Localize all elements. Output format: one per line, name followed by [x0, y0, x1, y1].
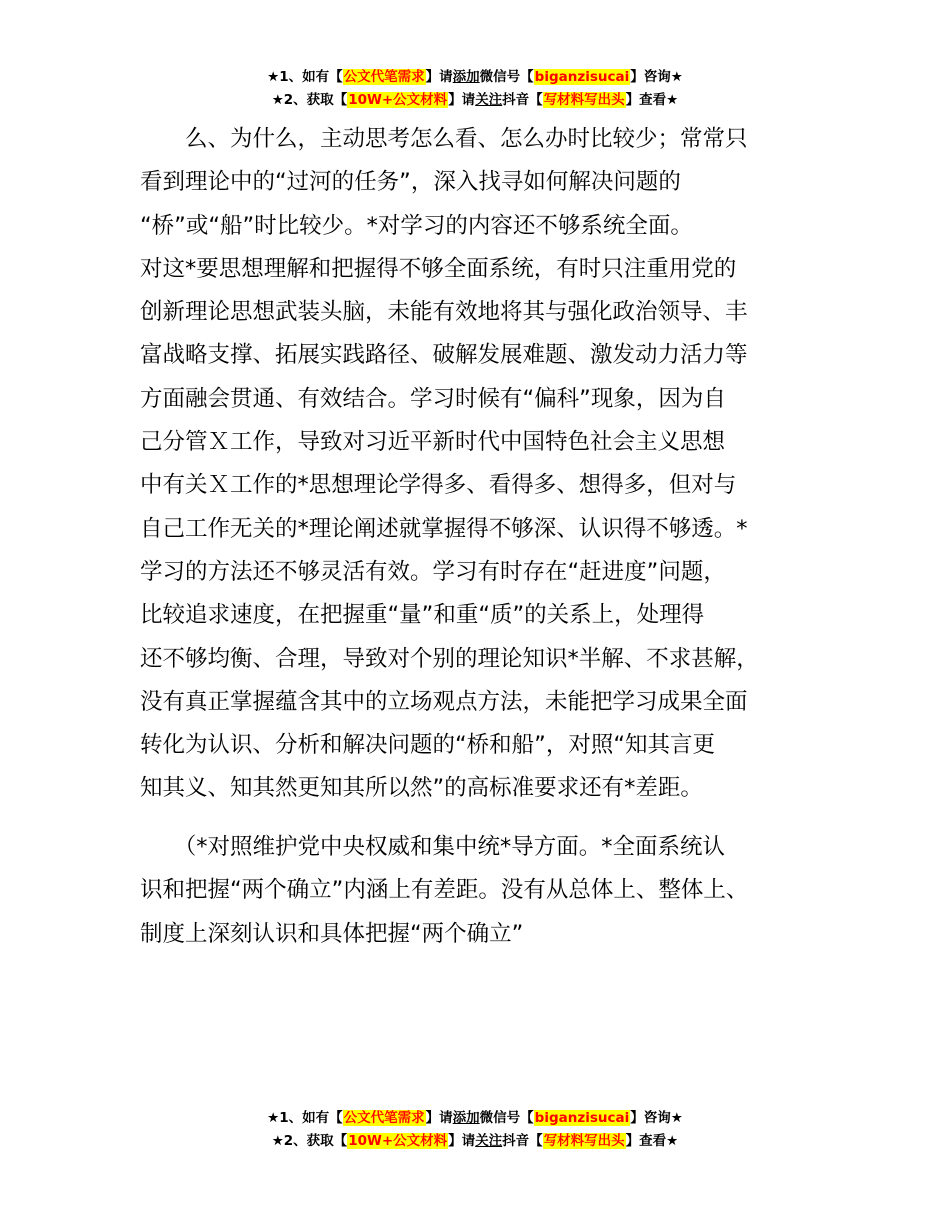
- banner-line-2: ★2、获取【10W+公文材料】请关注抖音【写材料写出头】查看★: [271, 1133, 679, 1149]
- document-paragraph-1: [140, 118, 830, 811]
- text-line: 还不够均衡、合理，导致对个别的理论知识*半解、不求甚解，: [140, 645, 759, 672]
- text-line: 看到理论中的“过河的任务”，深入找寻如何解决问题的: [140, 169, 681, 196]
- text-line: 知其义、知其然更知其所以然”的高标准要求还有*差距。: [140, 775, 703, 802]
- text-line: 比较追求速度，在把握重“量”和重“质”的关系上，处理得: [140, 602, 705, 629]
- highlight-douyin-account: 写材料写出头: [543, 92, 625, 108]
- text-line: 没有真正掌握蕴含其中的立场观点方法，未能把学习成果全面: [140, 688, 748, 715]
- text-line: 制度上深刻认识和具体把握“两个确立”: [140, 920, 524, 947]
- text-line: “桥”或“船”时比较少。*对学习的内容还不够系统全面。: [140, 212, 693, 239]
- text-line: 创新理论思想武装头脑，未能有效地将其与强化政治领导、丰: [140, 299, 748, 326]
- highlight-wechat-id: biganzisucai: [534, 1110, 630, 1126]
- text-line: （*对照维护党中央权威和集中统*导方面。*全面系统认: [140, 834, 726, 860]
- text-line: 对这*要思想理解和把握得不够全面系统，有时只注重用党的: [140, 255, 737, 282]
- banner-line-2: ★2、获取【10W+公文材料】请关注抖音【写材料写出头】查看★: [271, 92, 679, 108]
- highlight-materials: 10W+公文材料: [348, 1133, 448, 1149]
- highlight-materials: 10W+公文材料: [348, 92, 448, 108]
- banner-line-1: ★1、如有【公文代笔需求】请添加微信号【biganzisucai】咨询★: [267, 69, 683, 85]
- highlight-douyin-account: 写材料写出头: [543, 1133, 625, 1149]
- text-line: 中有关Ｘ工作的*思想理论学得多、看得多、想得多，但对与: [140, 472, 737, 499]
- text-line: 富战略支撑、拓展实践路径、破解发展难题、激发动力活力等: [140, 342, 748, 369]
- document-paragraph-2: [140, 826, 830, 956]
- text-line: 转化为认识、分析和解决问题的“桥和船”，对照“知其言更: [140, 732, 715, 759]
- highlight-wechat-id: biganzisucai: [534, 69, 630, 85]
- highlight-service: 公文代笔需求: [343, 69, 425, 85]
- text-line: 自己工作无关的*理论阐述就掌握得不够深、认识得不够透。*: [140, 515, 748, 542]
- text-line: 识和把握“两个确立”内涵上有差距。没有从总体上、整体上、: [140, 877, 749, 904]
- text-line: 方面融会贯通、有效结合。学习时候有“偏科”现象，因为自: [140, 385, 726, 412]
- text-line: 学习的方法还不够灵活有效。学习有时存在“赶进度”问题，: [140, 558, 726, 585]
- footer-banner: [0, 1107, 950, 1153]
- highlight-service: 公文代笔需求: [343, 1110, 425, 1126]
- header-banner: [0, 66, 950, 112]
- text-line: 己分管Ｘ工作，导致对习近平新时代中国特色社会主义思想: [140, 429, 726, 456]
- banner-line-1: ★1、如有【公文代笔需求】请添加微信号【biganzisucai】咨询★: [267, 1110, 683, 1126]
- text-line: 么、为什么，主动思考怎么看、怎么办时比较少；常常只: [140, 126, 748, 152]
